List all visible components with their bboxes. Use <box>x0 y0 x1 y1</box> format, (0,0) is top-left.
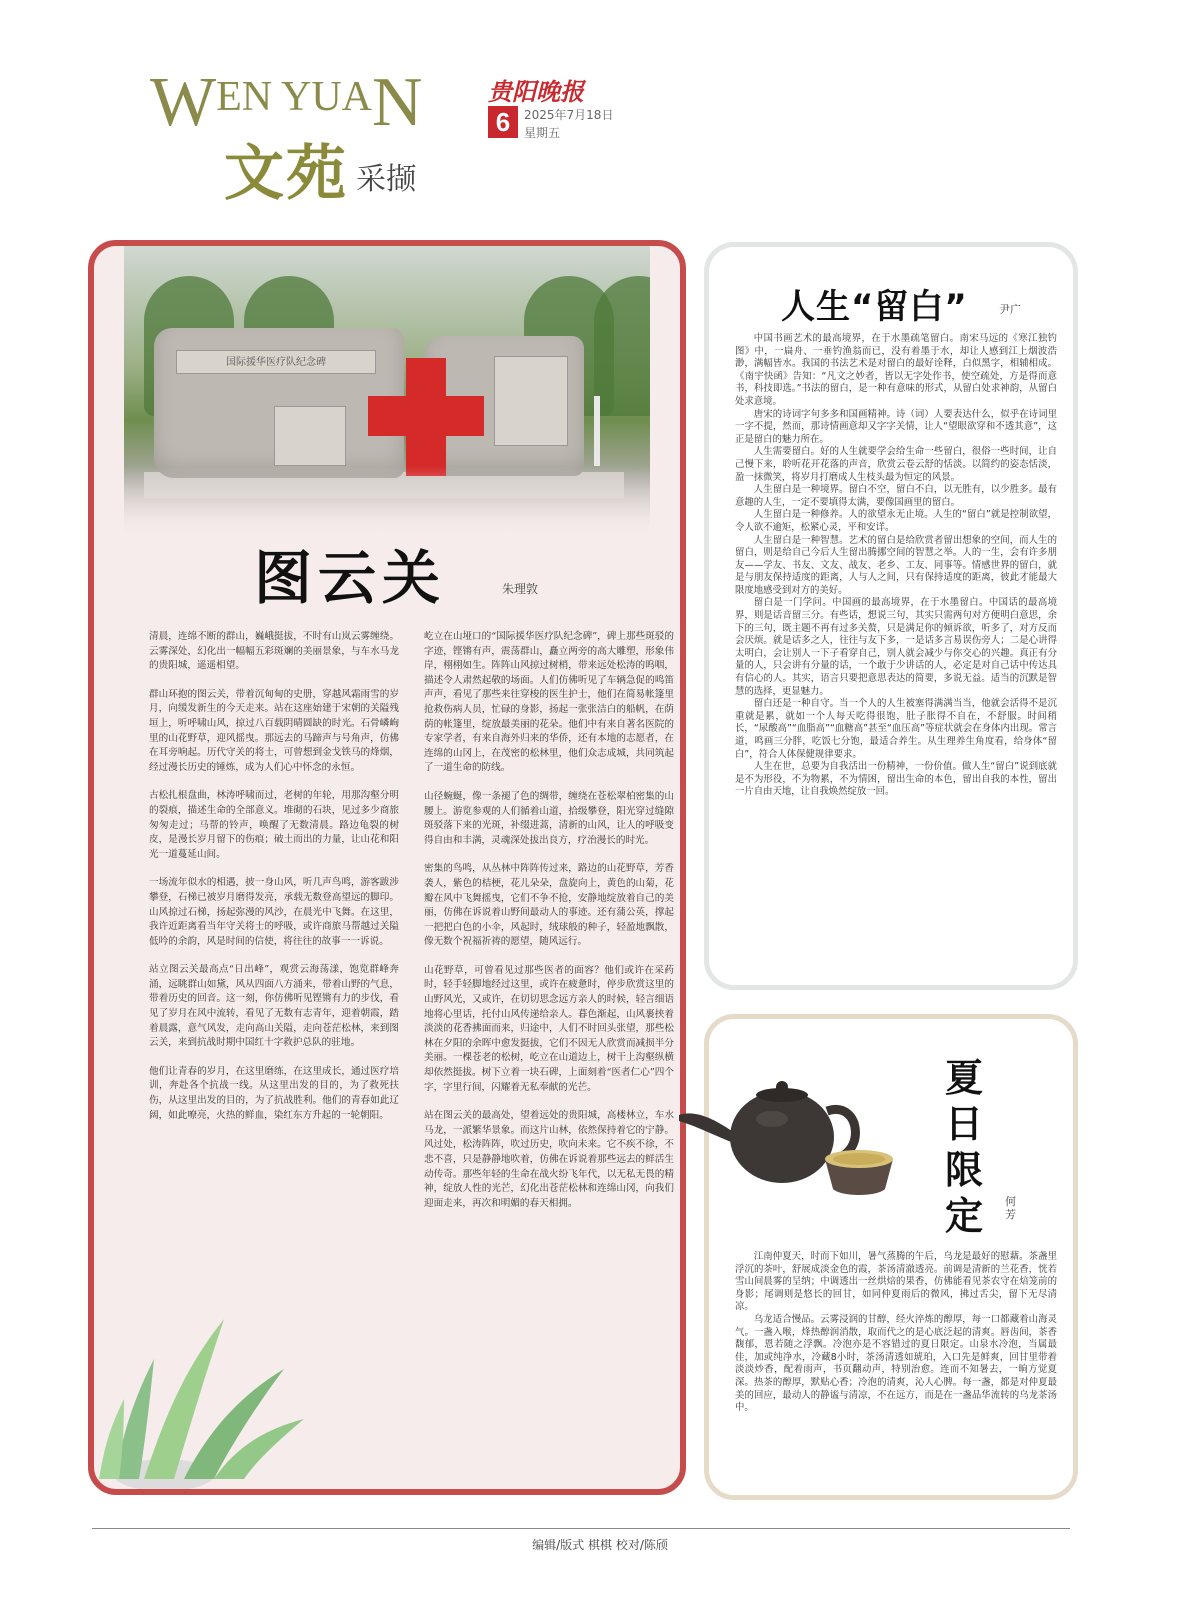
monument-photo <box>124 246 650 536</box>
paragraph: 人生留白是一种境界。留白不空，留白不白，以无胜有，以少胜多。最有意趣的人生，一定不要填得太满，要像国画里的留白。 <box>735 484 1057 508</box>
monument-inscription: 国际援华医疗队纪念碑 <box>176 350 376 374</box>
paragraph: 站在图云关的最高处，望着远处的贵阳城，高楼林立，车水马龙，一派繁华景象。而这片山林，依然保持着它的宁静。风过处，松涛阵阵，吹过历史，吹向未来。它不疾不徐，不悲不喜，只是静静地吹着，仿佛在诉说着那些远去的鲜活生动传奇。那些年轻的生命在战火纷飞年代，以无私无畏的精神，绽放人性的光芒，幻化出苍茫松林和连绵山冈，向我们迎面走来，再次和明媚的春天相拥。 <box>424 1110 674 1209</box>
paragraph: 屹立在山垭口的“国际援华医疗队纪念碑”，碑上那些斑驳的字迹，铿锵有声，震荡群山，矗立两旁的高大雕塑，形象伟岸，栩栩如生。阵阵山风掠过树梢，带来远处松涛的呜咽，描述令人肃然起敬的场面。人们仿佛听见了车辆急促的鸣笛声声，看见了那些来往穿梭的医生护士，他们在简易帐篷里抢救伤病人员，忙碌的身影，扬起一张张洁白的船帆，在荫荫的帐篷里，绽放最美丽的花朵。他们中有来自著名医院的专家学者，有来自海外归来的华侨，还有本地的志愿者，在连绵的山冈上，在茂密的松林里，他们众志成城，共同筑起了一道生命的防线。 <box>424 631 674 774</box>
paragraph: 站立图云关最高点“日出峰”，观赏云海荡漾，饱览群峰奔涌，远眺群山如黛，风从四面八方涌来，带着山野的气息，带着历史的回音。这一刻，你仿佛听见铿锵有力的步伐，看见了岁月在风中流转，看见了无数有志青年，迎着朝霞，踏着晨露，意气风发，走向高山关隘，走向苍茫松林，来到图云关，来到抗战时期中国红十字救护总队的驻地。 <box>149 964 399 1049</box>
teapot-icon <box>677 1049 907 1199</box>
paragraph: 古松扎根盘曲，林涛呼啸而过，老树的年轮，用那沟壑分明的裂痕，描述生命的全部意义。堆砌的石块，见过多少商旅匆匆走过；马帮的铃声，唤醒了无数清晨。路边龟裂的树皮，是漫长岁月留下的伤痕；破土而出的力量，让山花和阳光一道蔓延山间。 <box>149 790 399 860</box>
masthead-wenyuan: 文苑 <box>224 139 348 209</box>
masthead-letter-w: W <box>150 64 217 141</box>
paragraph: 人生需要留白。好的人生就要学会给生命一些留白，很俗一些时间，让自己慢下来，聆听花开花落的声音，欣赏云卷云舒的恬淡。以简约的姿态恬淡，盈一抹微笑，将岁月打磨成人生枝头最为恒定的风景。 <box>735 446 1057 483</box>
paragraph: 江南仲夏天，时而下如川，暑气蒸腾的午后，乌龙是最好的慰藉。茶盏里浮沉的茶叶，舒展成淡金色的霞，茶汤清澈透亮。前调是清新的兰花香，恍若雪山间晨雾的呈纳；中调透出一丝烘焙的果香，仿佛能看见茶农守在焙笼前的身影；尾调则是悠长的回甘，如同仲夏雨后的微风，拂过舌尖，留下无尽清凉。 <box>735 1251 1057 1313</box>
paragraph: 群山环抱的图云关，带着沉甸甸的史册，穿越风霜雨雪的岁月，向缓发新生的今天走来。站在这座始建于宋朝的关隘残垣上，听呼啸山风，掠过八百载阴晴圆缺的时光。石骨嶙峋里的山花野草，迎风摇曳。那远去的马蹄声与号角声，仿佛在耳旁响起。历代守关的将士，可曾想到金戈铁马的烽烟，经过漫长历史的锤炼，成为人们心中怀念的永恒。 <box>149 688 399 773</box>
issue-weekday: 星期五 <box>524 126 561 140</box>
paragraph: 留白还是一种自守。当一个人的人生被塞得满满当当，他就会活得不是沉重就是累，就如一个人每天吃得很饱，肚子胀得不自在，不舒服。时间稍长，“尿酸高”“血脂高”“血糖高”甚至“血压高”等症状就会在身体内出现。常言道，鸣画三分胖，吃饭七分饱，最适合养生。从生理养生角度看，给身体“留白”，符合人体保健规律要求。 <box>735 698 1057 760</box>
paragraph: 人生留白是一种修养。人的欲望永无止境。人生的“留白”就是控制欲望，令人欲不逾矩，松紧心灵，平和安详。 <box>735 509 1057 533</box>
monument-plaque <box>274 406 346 466</box>
paragraph: 他们让青春的岁月，在这里磨练，在这里成长，通过医疗培训，奔赴各个抗战一线。从这里出发的目的，为了救死扶伤，从这里出发的目的，为了抗战胜利。他们的青春如此辽阔，如此嘹亮，火热的鲜血，染红东方升起的一轮朝阳。 <box>149 1065 399 1121</box>
article-author: 尹广 <box>999 303 1021 316</box>
article-summer-limited <box>704 1014 1078 1500</box>
paragraph: 中国书画艺术的最高境界，在于水墨疏笔留白。南宋马远的《寒江独钓图》中，一扁舟、一垂钓渔翁而已，没有着墨于水，却让人感到江上烟波浩渺，满幅皆水。我国的书法艺术是对留白的最好诠释，白似黑字，相辅相成。《南宇快函》告知：“凡文之妙者，皆以无字处作书，使空疏处，方是得而意书，科技即选。”书法的留白，是一种有意味的形式，从留白处求神韵，从留白处求意境。 <box>735 333 1057 407</box>
newspaper-name: 贵阳晚报 <box>488 77 584 106</box>
paragraph: 留白是一门学问。中国画的最高境界，在于水墨留白。中国话的最高境界，则是话音留三分。有些话，想说三句，其实只需两句对方便明白意思，余下的三句，既主题不再有过多关赘，只是满足你的倾诉欲，听多了，对方反而会厌烦。就是话多之人，往往与友下多，一是话多言易误伤旁人；二是心讲得太明白，会让别人一下子看穿自己，别人就会减少与你交心的兴趣。真正有分量的人，只会讲有分量的话，一个敢于少讲话的人，必定是对自己话中传达具有信心的人。其实，语言只要把意思表达的简要，多说无益。适当的沉默是智慧的选择，更显魅力。 <box>735 597 1057 697</box>
footer-credits: 编辑/版式 棋棋 校对/陈颀 <box>532 1538 668 1552</box>
article-author: 朱理敦 <box>502 582 539 596</box>
article-title: 图云关 <box>254 544 447 612</box>
article-column-2 <box>424 630 674 1225</box>
grass-illustration-icon <box>94 1279 314 1489</box>
article-author: 何芳 <box>1005 1195 1016 1221</box>
paragraph: 山径蜿蜒，像一条褪了色的绸带，缠绕在苍松翠柏密集的山腰上。游览参观的人们循着山道，拾级攀登，阳光穿过缝隙斑驳落下来的光斑，补缀进蒿，清新的山风，让人的呼吸变得自由和丰满，灵魂深处拔出良方，疗治漫长的时光。 <box>424 790 674 846</box>
birch-trunk <box>594 396 600 466</box>
paragraph: 一场流年似水的相遇，披一身山风，听几声鸟鸣，游客跋涉攀登，石梯已被岁月磨得发亮，承载无数登高望远的脚印。山风掠过石梯，扬起弥漫的风沙，在晨光中飞舞。在这里，我许近距离看当年守关将士的呼吸，或许商旅马帮越过关隘低吟的余韵，风是时间的信使，将往往的故事一一诉说。 <box>149 877 399 947</box>
issue-date: 2025年7月18日 <box>524 108 614 122</box>
article-body <box>735 1251 1057 1415</box>
paragraph: 乌龙适合慢品。云雾浸润的甘醇，经火淬炼的醇厚，每一口都藏着山海灵气。一盏入喉，烽热醇润消散，取而代之的是心底泛起的清爽。唇齿间，茶香馥郁，恩若随之浮飘。冷泡亦是不容错过的夏日限定。山泉水冷泡，当属最佳，加或纯净水，冷藏8小时，茶汤清透如琥珀，入口先是鲜爽，回甘里带着淡淡炒香，配着雨声，书页翻动声，特别治愈。连而不知暑去，一晌方觉夏深。热茶的醇厚，默贴心香；冷泡的清爽，沁人心脾。每一盏，都是对仲夏最美的回应，最动人的静谧与清凉，不在远方，而是在一盏品华流转的乌龙茶汤中。 <box>735 1313 1057 1414</box>
article-body <box>735 333 1057 799</box>
page-number-badge: 6 <box>488 106 518 138</box>
masthead-caixie: 采撷 <box>356 162 416 197</box>
paragraph: 山花野草，可曾看见过那些医者的面容？他们或许在采药时，轻手轻脚地经过这里，或许在疲惫时，停步欣赏这里的山野风光，又或许，在切切思念远方亲人的时候，轻言细语地将心里话，托付山风传递给亲人。暮色渐起，山风裹挟着淡淡的花香拂面而来，归途中，人们不时回头张望，那些松林在夕阳的余晖中愈发挺拔，它们不因无人欣赏而减损半分美丽。一棵苍老的松树，屹立在山道边上，树干上沟壑纵横却依然挺拔。树下立着一块石碑，上面刻着“医者仁心”四个字，字里行间，闪耀着无私奉献的光芒。 <box>424 964 674 1093</box>
paragraph: 清晨，连绵不断的群山，巍峨挺拔，不时有山岚云雾缠绕。云雾深处，幻化出一幅幅五彩斑斓的美丽景象，与车水马龙的贵阳城，遥遥相望。 <box>149 631 399 672</box>
article-column-1 <box>149 630 399 1137</box>
masthead <box>150 60 670 210</box>
red-cross-icon <box>368 396 484 436</box>
tree-icon <box>594 276 650 416</box>
article-life-blank <box>704 242 1078 990</box>
masthead-letters-mid: EN YUA <box>216 74 372 120</box>
footer-divider <box>92 1528 1070 1529</box>
paragraph: 人生在世，总要为自我活出一份精神，一份价值。做人生“留白”说到底就是不为形役，不为物累，不为情困，留出生命的本色，留出自我的本性，留出一片自由天地，让自我焕然绽放一回。 <box>735 761 1057 798</box>
paragraph: 密集的鸟鸣，从丛林中阵阵传过来，路边的山花野草，芳香袭人，紫色的桔梗，花儿朵朵，盘旋向上，黄色的山菊，花瓣在风中飞舞摇曳，它们不争不抢，安静地绽放着自己的美丽，仿佛在诉说着山野间最动人的事迹。还有蒲公英，撑起一把把白色的小伞，风起时，绒球般的种子，轻盈地飘散，像无数个祝福祈祷的愿望，随风远行。 <box>424 863 674 948</box>
paragraph: 唐宋的诗词字句多多和国画精神。诗（词）人要表达什么，似乎在诗词里一字不提，然而，那诗情画意却又字字关情，让人“望眼欲穿和不透其意”，这正是留白的魅力所在。 <box>735 408 1057 445</box>
masthead-letter-n: N <box>372 64 423 141</box>
photo-fade <box>124 466 650 536</box>
article-tuyunguan <box>88 240 686 1495</box>
paragraph: 人生留白是一种智慧。艺术的留白是给欣赏者留出想象的空间，而人生的留白，则是给自己今后人生留出腾挪空间的智慧之举。人的一生，会有许多朋友——学友、书友、文友、战友、老乡、工友、同事等。情感世界的留白，就是与朋友保持适度的距离，人与人之间，只有保持适度的距离，彼此才能最大限度地感受到对方的美好。 <box>735 534 1057 596</box>
monument-plaque <box>494 356 568 446</box>
article-title: 人生“留白” <box>781 287 968 327</box>
article-title: 夏日限定 <box>945 1056 984 1238</box>
